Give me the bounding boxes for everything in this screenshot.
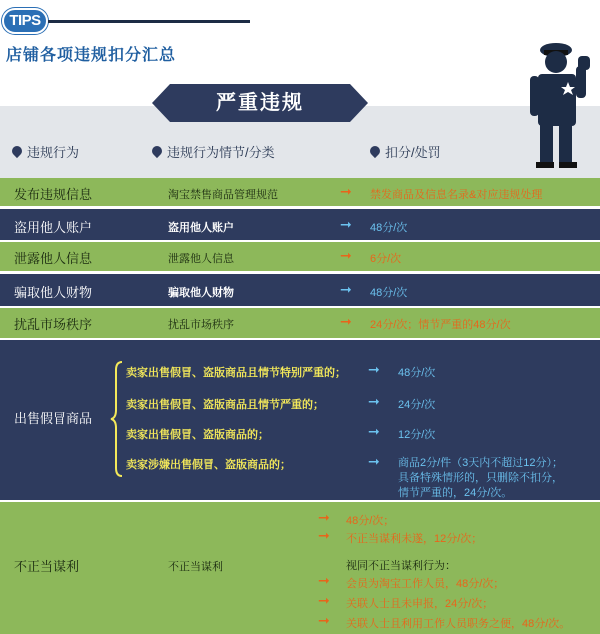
improper-penalty: 48分/次； [346,515,395,527]
row-detail: 淘宝禁售商品管理规范 [168,189,278,201]
improper-penalty: 不正当谋利未遂，12分/次； [346,533,483,545]
arrow-right-icon: ➞ [340,313,352,329]
counterfeit-detail: 卖家出售假冒、盗版商品且情节特别严重的； [126,367,346,379]
row-detail: 扰乱市场秩序 [168,319,234,331]
arrow-right-icon: ➞ [318,592,330,608]
arrow-right-icon: ➞ [368,393,380,409]
arrow-right-icon: ➞ [318,509,330,525]
violation-row [0,308,600,338]
counterfeit-penalty: 情节严重的，24分/次。 [398,487,513,499]
improper-gain-section [0,502,600,634]
arrow-right-icon: ➞ [368,361,380,377]
counterfeit-detail: 卖家出售假冒、盗版商品的； [126,429,269,441]
row-penalty: 48分/次 [370,287,408,299]
location-pin-icon [370,146,380,158]
improper-penalty: 会员为淘宝工作人员，48分/次； [346,578,505,590]
column-header-label: 违规行为 [27,145,80,160]
counterfeit-penalty: 48分/次 [398,367,436,379]
improper-penalty: 关联人士且未申报，24分/次； [346,598,494,610]
row-name: 出售假冒商品 [14,411,93,426]
page-subtitle: 店铺各项违规扣分汇总 [6,47,177,64]
row-name: 泄露他人信息 [14,251,93,266]
severity-banner: 严重违规 [170,84,350,122]
arrow-right-icon: ➞ [318,527,330,543]
counterfeit-penalty: 具备特殊情形的，只删除不扣分， [398,472,563,484]
row-detail: 泄露他人信息 [168,253,234,265]
row-name: 扰乱市场秩序 [14,317,93,332]
arrow-right-icon: ➞ [340,183,352,199]
location-pin-icon [152,146,162,158]
counterfeit-penalty: 24分/次 [398,399,436,411]
arrow-right-icon: ➞ [368,453,380,469]
brace-icon [110,360,124,478]
counterfeit-penalty: 商品2分/件（3天内不超过12分）； [398,457,564,469]
improper-note: 视同不正当谋利行为： [346,560,456,572]
tips-underline [48,20,250,23]
row-name: 盗用他人账户 [14,220,93,235]
column-header-behavior [12,142,79,161]
violation-row [0,209,600,240]
improper-penalty: 关联人士且利用工作人员职务之便，48分/次。 [346,618,571,630]
location-pin-icon [12,146,22,158]
arrow-right-icon: ➞ [340,281,352,297]
row-penalty: 48分/次 [370,222,408,234]
row-name: 不正当谋利 [14,559,80,574]
column-header-detail [152,142,275,161]
counterfeit-detail: 卖家出售假冒、盗版商品且情节严重的； [126,399,324,411]
violation-row [0,274,600,306]
arrow-right-icon: ➞ [318,612,330,628]
row-penalty: 6分/次 [370,253,402,265]
counterfeit-section [0,340,600,500]
row-penalty: 禁发商品及信息名录&对应违规处理 [370,189,543,201]
arrow-right-icon: ➞ [340,216,352,232]
column-header-label: 违规行为情节/分类 [167,145,275,160]
arrow-right-icon: ➞ [368,423,380,439]
row-detail: 骗取他人财物 [168,287,234,299]
column-header-penalty [370,142,441,161]
police-officer-icon [528,36,598,168]
arrow-right-icon: ➞ [340,247,352,263]
row-detail: 不正当谋利 [168,561,223,573]
arrow-right-icon: ➞ [318,572,330,588]
violation-row [0,242,600,271]
violation-row [0,178,600,206]
row-name: 骗取他人财物 [14,285,93,300]
counterfeit-penalty: 12分/次 [398,429,436,441]
tips-badge: TIPS [2,8,48,34]
row-detail: 盗用他人账户 [168,222,234,234]
row-name: 发布违规信息 [14,187,93,202]
column-header-label: 扣分/处罚 [385,145,441,160]
counterfeit-detail: 卖家涉嫌出售假冒、盗版商品的； [126,459,291,471]
row-penalty: 24分/次；情节严重的48分/次 [370,319,511,331]
